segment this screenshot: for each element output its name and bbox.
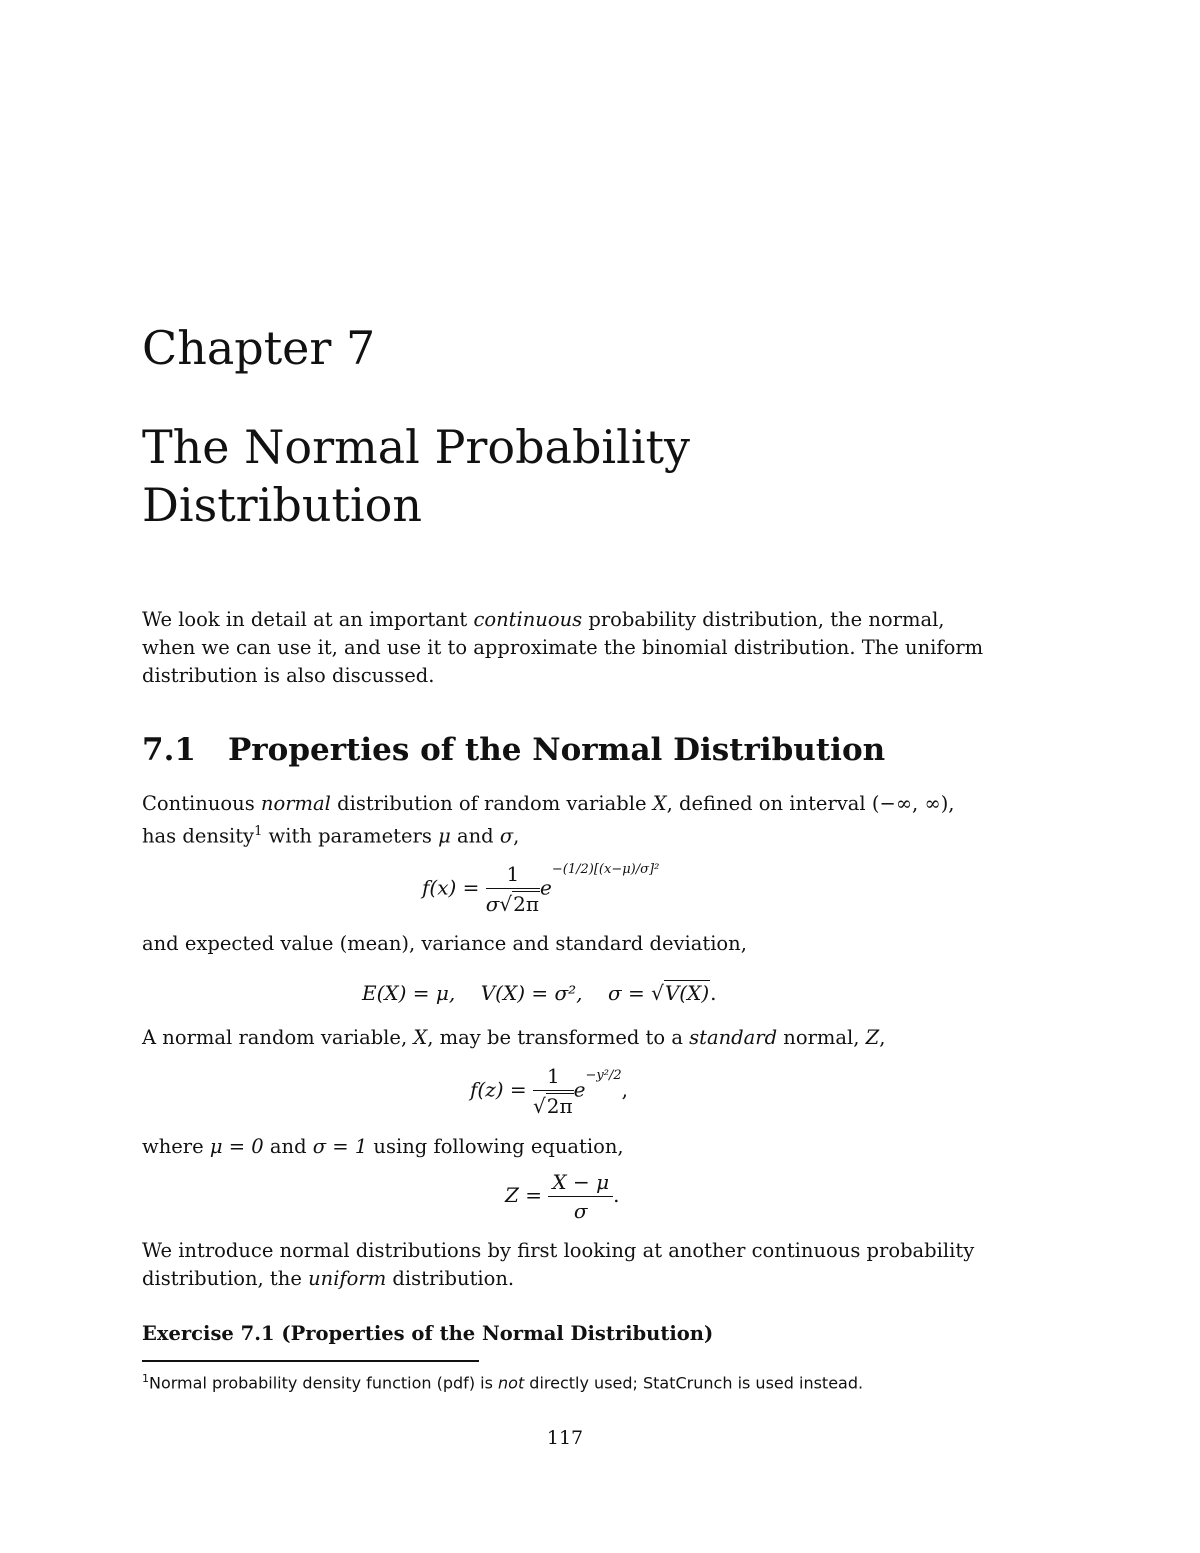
intro-paragraph: We look in detail at an important continuous probability distribution, the normal, when we can use it, and use it to approximate the binomial distribution. The uniform distribution is also discussed. xyxy=(142,608,984,687)
section-title: Properties of the Normal Distribution xyxy=(228,732,886,768)
parameters-paragraph: where μ = 0 and σ = 1 using following equation, xyxy=(142,1135,624,1158)
footnote-marker: 1 xyxy=(254,824,263,839)
page-number: 117 xyxy=(546,1427,584,1449)
standardize-paragraph: A normal random variable, X, may be transformed to a standard normal, Z, xyxy=(142,1026,886,1049)
z-transform-equation: Z = $\frac{X - \mu}{\sigma}$ . xyxy=(505,1170,620,1223)
section-number: 7.1 xyxy=(142,732,196,768)
footnote: $^1$Normal probability density function (pdf) is not directly used; StatCrunch is used instead. xyxy=(142,1372,864,1393)
uniform-intro-paragraph: We introduce normal distributions by first looking at another continuous probability distribution, the uniform distribution. xyxy=(142,1239,975,1290)
density-paragraph: Continuous normal distribution of random variable X, defined on interval (−∞, ∞), has density$^1$ with parameters μ and σ, xyxy=(142,792,955,848)
standard-normal-equation: f(z) = $\frac{1}{√2\pi}$ $e^{-y^2/2}$, xyxy=(470,1064,628,1118)
expected-value-paragraph: and expected value (mean), variance and standard deviation, xyxy=(142,932,747,955)
moments-equation: E(X) = μ, V(X) = σ², σ = √V(X). xyxy=(362,981,717,1005)
exercise-heading: Exercise 7.1 (Properties of the Normal Distribution) xyxy=(142,1322,714,1345)
chapter-label: Chapter 7 xyxy=(142,321,376,375)
normal-density-equation: f(x) = $\frac{1}{\sigma√2\pi}$ $e^{-(1/2)[(x-\mu)/\sigma]^2}$ xyxy=(422,861,660,916)
footnote-rule xyxy=(142,1360,479,1362)
chapter-title: The Normal Probability Distribution xyxy=(142,420,691,532)
section-heading xyxy=(142,728,885,772)
